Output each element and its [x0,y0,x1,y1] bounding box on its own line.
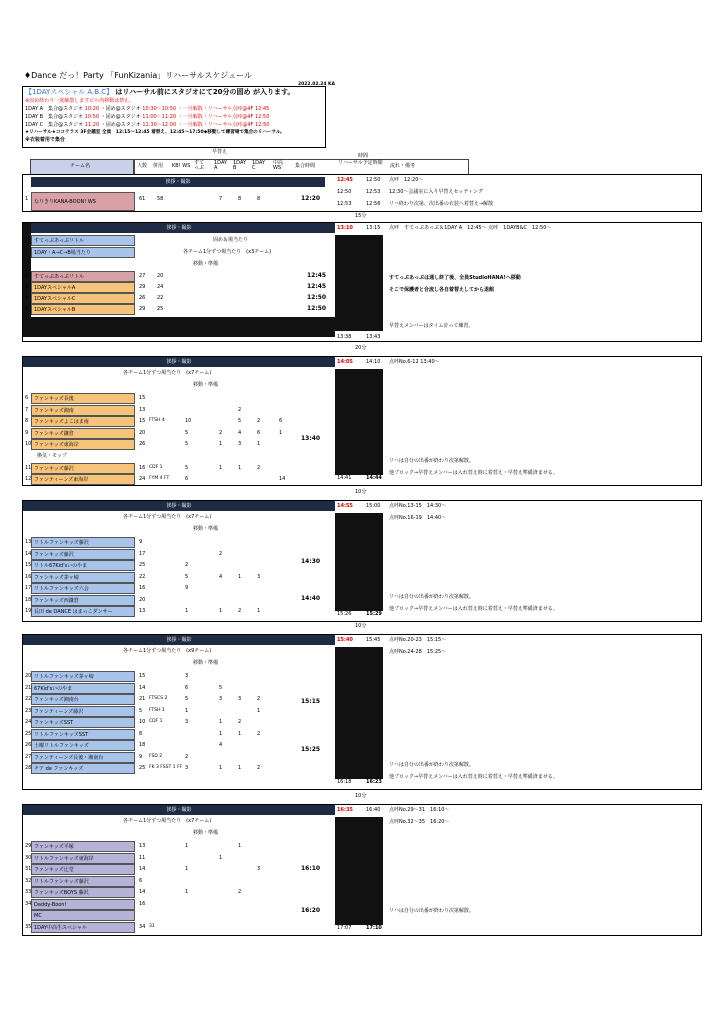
col-a-count: 2 [219,550,223,557]
team-overlap: CDF 1 [149,719,163,724]
row-number: 14 [25,550,32,557]
block-5 [22,634,702,790]
team-name: 長田 de DANCE はまっこダンサー [31,606,135,617]
row-number: 13 [25,539,32,545]
line-a: 1DAY A 集合@スタジオ 10:20 ・固め@スタジオ 10:30～10:50 ・一旦解散・リハーサル点呼@4F 12:45 [25,106,270,112]
row-number: 6 [25,395,29,401]
gather-time-2: 14:40 [301,595,321,603]
col-d-count: 6 [279,418,283,424]
team-count: 14 [139,889,146,895]
note-change: 他ブロック→早替えメンバーは入れ替え時に着替え・早替え準備済ませる。 [389,470,558,476]
kb-count: 3 [185,673,189,679]
team-name: リトルファンキッズ六会 [31,583,135,594]
team-count: 13 [139,406,146,413]
col-b-count: 1 [238,765,242,771]
team-count: 5 [139,707,143,714]
row-number: 33 [25,889,32,895]
team-overlap: FSD 2 [149,753,163,759]
kb-count: 1 [185,889,189,895]
row-number: 26 [25,742,32,748]
col-c-count: 2 [257,696,261,702]
team-name: 1DAY中高生スペシャル [31,922,135,933]
block-subtitle: 各チーム1分ずつ場当たり (x7チーム) [123,514,212,520]
team-count: 9 [139,753,143,760]
team-name: ファンティーンズ東海岸 [31,474,135,485]
col-b-count: 4 [238,429,242,436]
team-name: ファンキッズBOYS 藤沢 [31,887,135,898]
rehearsal-start: 14:05 [337,359,353,365]
team-count: 8 [139,730,143,737]
team-count: 10 [139,719,146,725]
col-d-count: 1 [279,429,283,436]
kb-count: 5 [185,696,189,702]
team-count: 9 [139,539,143,545]
col-c-count: 6 [257,429,261,436]
team-name: ファンティーンズ藤沢 [31,706,135,717]
rehearsal-end: 15:00 [366,503,381,509]
team-name: ファンキッズ辻堂 [31,864,135,875]
block-2: 挨拶・撮影 すてっぷあっぷリトル 固め＆場当たり 1DAY・A→C→B場当たり 各チーム1分ずつ場当たり (x3チーム) 移動・準備 13:10 13:15 点呼 すてっぷあっぷ＆1DAY A 12:45～ 点呼 1DAYB&C 12:50～ すてっぷあっぷは通し終了後、全員StudioHANA!へ移動 そこで保護者と合流し各自着替えしてから退館 早替えメンバーはタイム計って練習。 13:38 13:43 2 すてっぷあっぷリトル 27 20 12:45 3 1DAYスペシャルA 29 24 12:45 4 1DAYスペシャルC 26 22 12:50 5 1DAYスペシャルB 29 25 12:50 [22,222,702,342]
col-c-count: 2 [257,464,261,471]
col-a-count: 4 [219,573,223,580]
kb-count: 2 [185,562,189,568]
black-bar [335,513,383,611]
block-4 [22,500,702,622]
team-count: 25 [139,562,146,568]
row-number: 18 [25,596,32,603]
team-name: ファンキッズSST [31,717,135,728]
team-overlap: 22 [157,295,164,301]
kb-count: 6 [185,476,189,482]
team-count: 16 [139,900,146,907]
note-change: 他ブロック→早替えメンバーは入れ替え時に着替え・早替え準備済ませる。 [389,606,558,612]
kb-count: 10 [185,418,192,424]
note-3: ※衣装着用で集合 [25,137,65,143]
kb-count: 3 [185,719,189,725]
team-name: 67Kid'sいのやま [31,683,135,694]
team-count: 15 [139,418,146,424]
gather-time-1: 16:10 [301,865,321,872]
gather-time: 12:45 [307,283,327,290]
black-bar [335,817,383,925]
col-d-count: 14 [279,476,286,482]
team-name: ファンティーンズ長後・湘南台 [31,752,135,763]
col-b-count: 2 [238,719,242,725]
rehearsal-end-start: 17:07 [337,925,352,931]
row-number: 9 [25,429,29,436]
gap-label: 10分 [355,623,367,629]
col-b-count: 1 [238,730,242,737]
team-count: 29 [139,306,146,312]
team-overlap: 25 [157,306,164,312]
team-count: 26 [139,295,146,301]
roll-call: 点呼No.13-15 14:30～ [389,503,447,509]
kb-count: 2 [185,753,189,760]
team-name: ファンキッズ鎌倉 [31,428,135,439]
row-number: 7 [25,406,29,413]
kb-count: 9 [185,585,189,591]
row-number: 11 [25,464,32,471]
block-subtitle: 各チーム1分ずつ場当たり (x7チーム) [123,370,212,376]
rehearsal-end: 15:45 [366,637,381,643]
col-b-count: 1 [238,843,242,849]
gather-time-2: 16:20 [301,907,321,915]
block-heading: 挨拶・撮影 [23,501,335,511]
team-overlap: FTSH 1 [149,707,165,713]
note-dismiss: リハは自分の出番が終わり次第解散。 [389,458,474,464]
row-number: 22 [25,696,32,702]
team-count: 24 [139,476,146,482]
col-b-count: 3 [238,696,242,702]
notes-box [22,86,326,148]
team-overlap: CDF 1 [149,464,163,470]
row-number: 5 [25,306,29,312]
team-name: ファンキッズ長後 [31,393,135,404]
black-bar [335,369,383,475]
team-name: ファンキッズ湘南 [31,405,135,416]
col-a-count: 1 [219,730,223,737]
row-number: 29 [25,843,32,849]
team-count: 26 [139,441,146,447]
row-number: 4 [25,295,29,301]
team-count: 27 [139,273,146,279]
col-c-count: 1 [257,707,261,714]
team-name: ファンキッズ湘南台 [31,694,135,705]
rehearsal-end: 16:40 [366,807,381,813]
team-count: 22 [139,573,146,580]
rehearsal-end-start: 16:18 [337,779,352,785]
team-overlap: FK 3 FSST 1 FF [149,765,183,770]
col-a-count: 1 [219,441,223,447]
table-header: 早替え 時間 チーム名 人数 併用 KB! WS すてっぷ 1DAY A 1DAY B 1DAY C 中高 WS 集合時間 リハーサル予定時間 流れ・備考 [22,150,702,176]
team-name: 1DAYスペシャルC [31,293,135,304]
roll-call-2: 点呼No.24-28 15:25～ [389,649,447,655]
block-subtitle: 各チーム1分ずつ場当たり (x9チーム) [123,648,212,654]
row-number: 23 [25,707,32,714]
team-count: 13 [139,608,146,614]
note-dismiss: リハは自分の出番が終わり次第解散。 [389,908,474,914]
team-name: リトルファンキッズ藤沢 [31,876,135,887]
team-name: ファンキッズ藤沢 [31,463,135,474]
rehearsal-end-end: 15:29 [366,611,382,617]
team-name: Daddy-Boon! [31,899,135,910]
black-bar [335,647,383,779]
row-number: 2 [25,273,29,279]
kb-count: 5 [185,429,189,436]
col-b-count: 2 [238,608,242,614]
note-2: ★リハーサル★ココテラス 3F会議室 全員 12:15～12:45 着替え、12:45～17:50◆移動して練習場で集合のリハーサル。 [25,130,285,135]
team-name: チア de ファンキッズ [31,763,135,774]
note-dismiss: リハは自分の出番が終わり次第解散。 [389,762,474,768]
col-b-count: 2 [238,406,242,413]
team-count: 14 [139,866,146,872]
team-count: 20 [139,429,146,436]
team-overlap: FTSCS 2 [149,696,168,701]
gather-time: 13:40 [301,435,321,442]
note-dismiss: リハは自分の出番が終わり次第解散。 [389,594,474,600]
col-c-count: 2 [257,730,261,737]
row-number: 12 [25,476,32,482]
roll-call-2: 点呼No.16-19 14:40～ [389,515,447,521]
row-number: 31 [25,866,32,872]
kb-count: 6 [185,684,189,691]
gap-label: 10分 [355,793,367,799]
team-name: ファンキッズ東海岸 [31,439,135,450]
team-count: 13 [139,843,146,849]
team-name: ファンキッズよこはま南 [31,416,135,427]
col-a-count: 1 [219,464,223,471]
row-number: 20 [25,673,32,679]
block-heading: 挨拶・撮影 [23,635,335,645]
team-count: 34 [139,923,146,930]
row-number: 3 [25,284,29,290]
team-overlap: FYM 4 FT [149,476,170,481]
col-a-count: 5 [219,684,223,691]
block-heading: 挨拶・撮影 [23,805,335,815]
block-move: 移動・準備 [193,526,219,532]
roll-call: 点呼No.6-12 13:40～ [389,359,440,365]
rehearsal-end-start: 15:26 [337,611,352,617]
line-b: 1DAY B 集合@スタジオ 10:50 ・固め@スタジオ 11:00～11:20 ・一旦解散・リハーサル点呼@4F 12:50 [25,114,270,120]
row-number: 32 [25,877,32,884]
row-number: 35 [25,923,32,930]
col-b-count: 2 [238,889,242,895]
row-number: 30 [25,854,32,861]
row-number: 15 [25,562,32,568]
kb-count: 1 [185,608,189,614]
block-subtitle: 各チーム1分ずつ場当たり (x7チーム) [123,818,212,824]
roll-call: 点呼No.29～31 16:10～ [389,807,450,813]
rehearsal-end: 14:10 [366,359,381,365]
block-move: 移動・準備 [193,660,219,666]
col-a-count: 1 [219,854,223,861]
team-count: 15 [139,673,146,679]
row-number: 25 [25,730,32,737]
gap-label: 10分 [355,489,367,495]
col-c-count: 3 [257,573,261,580]
team-name: ファンキッズ西鎌倉 [31,595,135,606]
lead-black: はリハーサル前にスタジオにて20分の固め が入ります。 [115,88,295,96]
kb-count: 3 [185,765,189,771]
team-name: ファンキッズ茅ヶ崎 [31,572,135,583]
rehearsal-end-start: 14:41 [337,475,352,481]
rehearsal-end-end: 16:23 [366,779,382,785]
team-name: リトル67Kid'sいのやま [31,560,135,571]
col-a-count: 1 [219,608,223,614]
team-count: 11 [139,854,146,861]
team-name: すてっぷあっぷリトル [31,271,135,282]
lead-blue: 【1DAYスペシャル A.B.C】 [25,88,114,96]
gather-time-2: 15:25 [301,745,321,753]
team-overlap: 24 [157,284,164,290]
roll-call: 点呼No.20-23 15:15～ [389,637,447,643]
team-count: 15 [139,395,146,401]
block-3 [22,356,702,486]
team-count: 6 [139,877,143,884]
document-date: 2022.02.24 KA [298,82,336,87]
kb-count: 5 [185,464,189,471]
rehearsal-start: 16:35 [337,807,353,813]
team-overlap: FTSH 4 [149,418,165,423]
kb-count: 1 [185,843,189,849]
team-count: 14 [139,684,146,691]
kb-count: 5 [185,441,189,447]
team-count: 18 [139,742,146,748]
kb-count: 1 [185,866,189,872]
team-count: 16 [139,585,146,591]
kb-count: 1 [185,707,189,714]
row-number: 8 [25,418,29,424]
rehearsal-start: 14:55 [337,503,353,509]
col-b-count: 1 [238,464,242,471]
page-title: ♦Dance だっ！Party 「FunKizania」リハーサルスケジュール [24,71,252,80]
row-number: 24 [25,719,32,725]
gather-time-1: 15:15 [301,698,321,705]
block-move: 移動・準備 [193,830,219,836]
team-count: 29 [139,284,146,290]
note-1: ※固め終わり一度解散しますビル内移動は禁止。 [25,98,135,104]
gather-time: 12:50 [307,294,327,301]
row-number: 10 [25,441,32,447]
team-name: MC [31,910,135,921]
team-name: リトルファンキッズ藤沢 [31,537,135,548]
team-name: リトルファンキッズ茅ヶ崎 [31,671,135,682]
team-name: リトルファンキッズSST [31,729,135,740]
col-a-count: 2 [219,429,223,436]
change-note: 換気・モップ [37,452,67,459]
team-count: 20 [139,596,146,603]
col-a-count: 1 [219,719,223,725]
col-c-count: 1 [257,608,261,614]
block-1: 挨拶・撮影 1 なりきりKANA-BOON! WS 61 58 7 8 8 12:20 12:45 12:50 12:50 12:53 12:53 12:56 点呼 12:20～ 12:30～会議室に入り早替えセッティング リハ終わり次第、次出番の衣装へ着替え→解散 [22,174,702,212]
note-change: 他ブロック→早替えメンバーは入れ替え時に着替え・早替え準備済ませる。 [389,774,558,780]
gather-time: 12:50 [307,305,327,312]
gap-1: 15分 [355,213,367,219]
row-number: 19 [25,608,32,614]
row-number: 27 [25,753,32,760]
line-c: 1DAY C 集合@スタジオ 11:20 ・固め@スタジオ 11:30～12:00 ・一旦解散・リハーサル点呼@4F 12:50 [25,122,270,128]
row-number: 16 [25,573,32,580]
col-a-count: 4 [219,742,223,748]
team-name: 土曜リトルファンキッズ [31,740,135,751]
team-name: 1DAYスペシャルB [31,304,135,315]
col-b-count: 5 [238,418,242,424]
col-c-count: 2 [257,418,261,424]
gather-time: 12:45 [307,272,327,279]
block-heading: 挨拶・撮影 [23,357,335,367]
col-b-count: 1 [238,573,242,580]
gap-2: 20分 [355,345,367,351]
block-6 [22,804,702,936]
team-name: リトルファンキッズ東海岸 [31,853,135,864]
team-name: 1DAYスペシャルA [31,282,135,293]
gather-time-1: 14:30 [301,558,321,565]
rehearsal-end-end: 17:10 [366,925,382,931]
roll-call-2: 点呼No.32～35 16:20～ [389,819,450,825]
block-move: 移動・準備 [193,382,219,388]
team-overlap: 31 [149,923,155,929]
rehearsal-end-end: 14:44 [366,475,382,481]
rehearsal-start: 15:40 [337,637,353,643]
col-b-count: 3 [238,441,242,447]
team-count: 25 [139,765,146,771]
row-number: 28 [25,765,32,771]
team-count: 21 [139,696,146,702]
team-count: 16 [139,464,146,471]
team-count: 17 [139,550,146,557]
team-name: ファンキッズ平塚 [31,841,135,852]
row-number: 34 [25,900,32,907]
col-c-count: 2 [257,765,261,771]
row-number: 17 [25,585,32,591]
kb-count: 5 [185,573,189,580]
row-number: 21 [25,684,32,691]
team-name: ファンキッズ藤沢 [31,549,135,560]
col-a-count: 3 [219,696,223,702]
col-c-count: 1 [257,441,261,447]
team-overlap: 20 [157,273,164,279]
col-a-count: 1 [219,765,223,771]
col-c-count: 3 [257,866,261,872]
